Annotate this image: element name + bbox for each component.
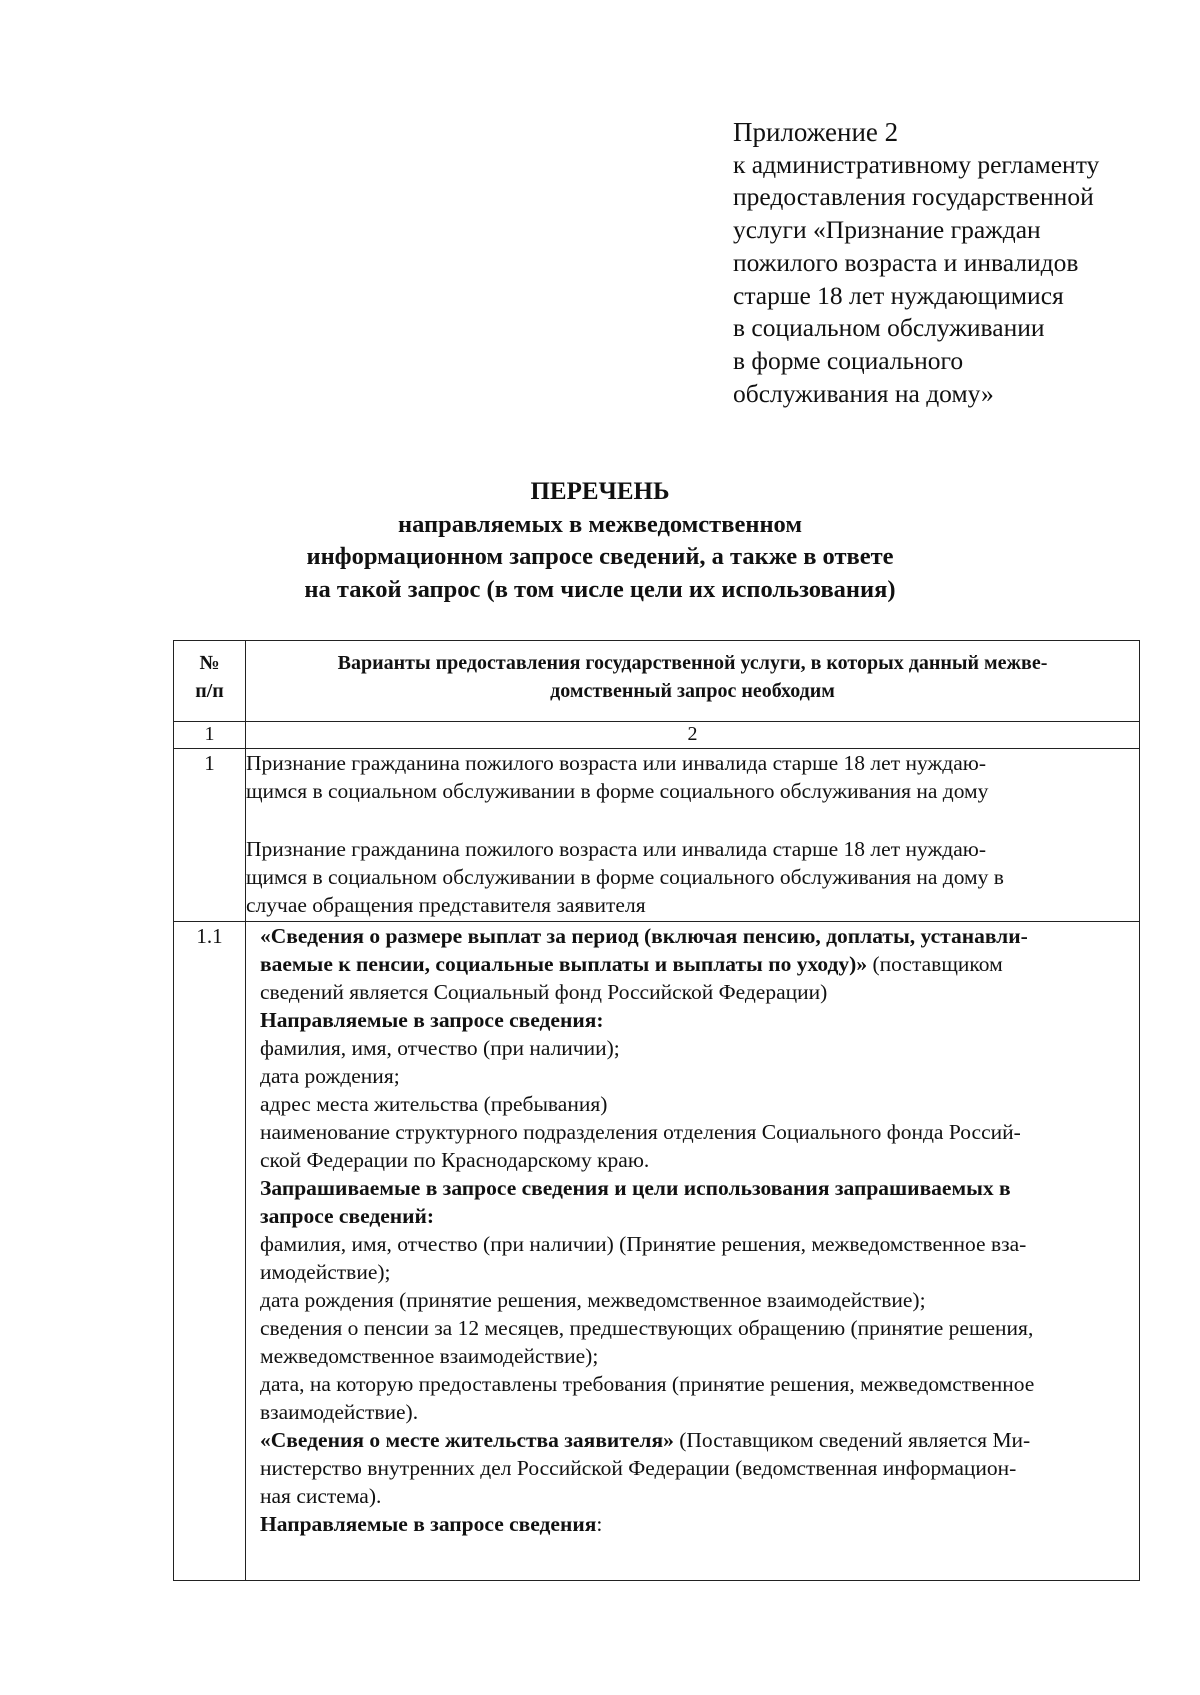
- text-line: адрес места жительства (пребывания): [260, 1092, 608, 1116]
- table-row: [174, 922, 1140, 1581]
- bold-text: Запрашиваемые в запросе сведения и цели использования запрашиваемых в: [260, 1176, 1011, 1200]
- row-content: [246, 749, 1140, 922]
- text-line: дата рождения (принятие решения, межведомственное взаимодействие);: [260, 1288, 926, 1312]
- text-line: ской Федерации по Краснодарскому краю.: [260, 1148, 650, 1172]
- header-title-line: домственный запрос необходим: [550, 680, 835, 702]
- text-line: имодействие);: [260, 1260, 391, 1284]
- document-title: ПЕРЕЧЕНЬ: [530, 478, 670, 505]
- table-row: [174, 749, 1140, 922]
- bold-text: «Сведения о размере выплат за период (включая пенсию, доплаты, устанавли-: [260, 924, 1028, 948]
- text-line: нистерство внутренних дел Российской Федерации (ведомственная информацион-: [260, 1456, 1017, 1480]
- table-header-row: [174, 641, 1140, 722]
- appendix-line: в форме социального: [733, 345, 964, 375]
- plain-text: (Поставщиком сведений является Ми-: [673, 1428, 1031, 1452]
- plain-text: :: [596, 1512, 603, 1536]
- document-heading: [0, 476, 1200, 606]
- requests-table: [173, 640, 1140, 1581]
- document-subtitle-line: направляемых в межведомственном: [397, 510, 803, 538]
- bold-text: Направляемые в запросе сведения:: [260, 1008, 604, 1032]
- text-line: щимся в социальном обслуживании в форме социального обслуживания на дому в: [246, 865, 1004, 889]
- appendix-line: пожилого возраста и инвалидов: [733, 247, 1079, 277]
- text-line: сведения о пенсии за 12 месяцев, предшествующих обращению (принятие решения,: [260, 1316, 1034, 1340]
- row-content: [246, 922, 1140, 1581]
- text-line: Признание гражданина пожилого возраста или инвалида старше 18 лет нуждаю-: [246, 837, 986, 861]
- row-number: 1.1: [174, 922, 246, 1581]
- text-line: взаимодействие).: [260, 1400, 419, 1424]
- text-line: фамилия, имя, отчество (при наличии);: [260, 1036, 620, 1060]
- appendix-line: к административному регламенту: [733, 149, 1100, 179]
- document-subtitle-line: информационном запросе сведений, а также в ответе: [306, 543, 894, 570]
- bold-text: «Сведения о месте жительства заявителя»: [260, 1428, 674, 1452]
- appendix-line: предоставления государственной: [733, 182, 1094, 212]
- column-index-cell: 2: [246, 722, 1140, 749]
- column-index-cell: 1: [174, 722, 246, 749]
- appendix-line: в социальном обслуживании: [733, 313, 1045, 343]
- text-line: сведений является Социальный фонд Российской Федерации): [260, 980, 828, 1004]
- text-line: [260, 1174, 1139, 1202]
- text-line: [260, 1006, 1139, 1034]
- appendix-line: услуги «Признание граждан: [733, 215, 1041, 245]
- text-line: наименование структурного подразделения отделения Социального фонда Россий-: [260, 1120, 1021, 1144]
- row-number: 1: [174, 749, 246, 922]
- document-subtitle-line: на такой запрос (в том числе цели их использования): [304, 575, 896, 603]
- text-line: [260, 950, 1139, 978]
- column-index-row: [174, 722, 1140, 749]
- header-title-line: Варианты предоставления государственной услуги, в которых данный межве-: [337, 652, 1048, 674]
- text-line: [260, 1426, 1139, 1454]
- text-line: дата, на которую предоставлены требования (принятие решения, межведомственное: [260, 1372, 1035, 1396]
- plain-text: (поставщиком: [867, 952, 1003, 976]
- appendix-line: старше 18 лет нуждающимися: [733, 280, 1064, 310]
- bold-text: ваемые к пенсии, социальные выплаты и выплаты по уходу)»: [260, 952, 868, 976]
- text-line: ная система).: [260, 1484, 382, 1508]
- appendix-line: обслуживания на дому»: [733, 378, 994, 408]
- text-line: случае обращения представителя заявителя: [246, 893, 646, 917]
- text-line: [260, 1510, 1139, 1538]
- text-line: щимся в социальном обслуживании в форме социального обслуживания на дому: [246, 779, 989, 803]
- header-number-cell: [174, 641, 246, 722]
- header-number-symbol: №: [199, 652, 220, 674]
- text-line: [260, 922, 1139, 950]
- text-line: [260, 1202, 1139, 1230]
- bold-text: Направляемые в запросе сведения: [260, 1512, 597, 1536]
- appendix-line: Приложение 2: [733, 117, 899, 147]
- text-line: межведомственное взаимодействие);: [260, 1344, 599, 1368]
- header-title-cell: [246, 641, 1140, 722]
- text-line: фамилия, имя, отчество (при наличии) (Принятие решения, межведомственное вза-: [260, 1232, 1027, 1256]
- header-number-abbr: п/п: [195, 680, 224, 702]
- appendix-block: [733, 116, 1173, 410]
- text-line: Признание гражданина пожилого возраста или инвалида старше 18 лет нуждаю-: [246, 751, 986, 775]
- bold-text: запросе сведений:: [260, 1204, 435, 1228]
- text-line: дата рождения;: [260, 1064, 400, 1088]
